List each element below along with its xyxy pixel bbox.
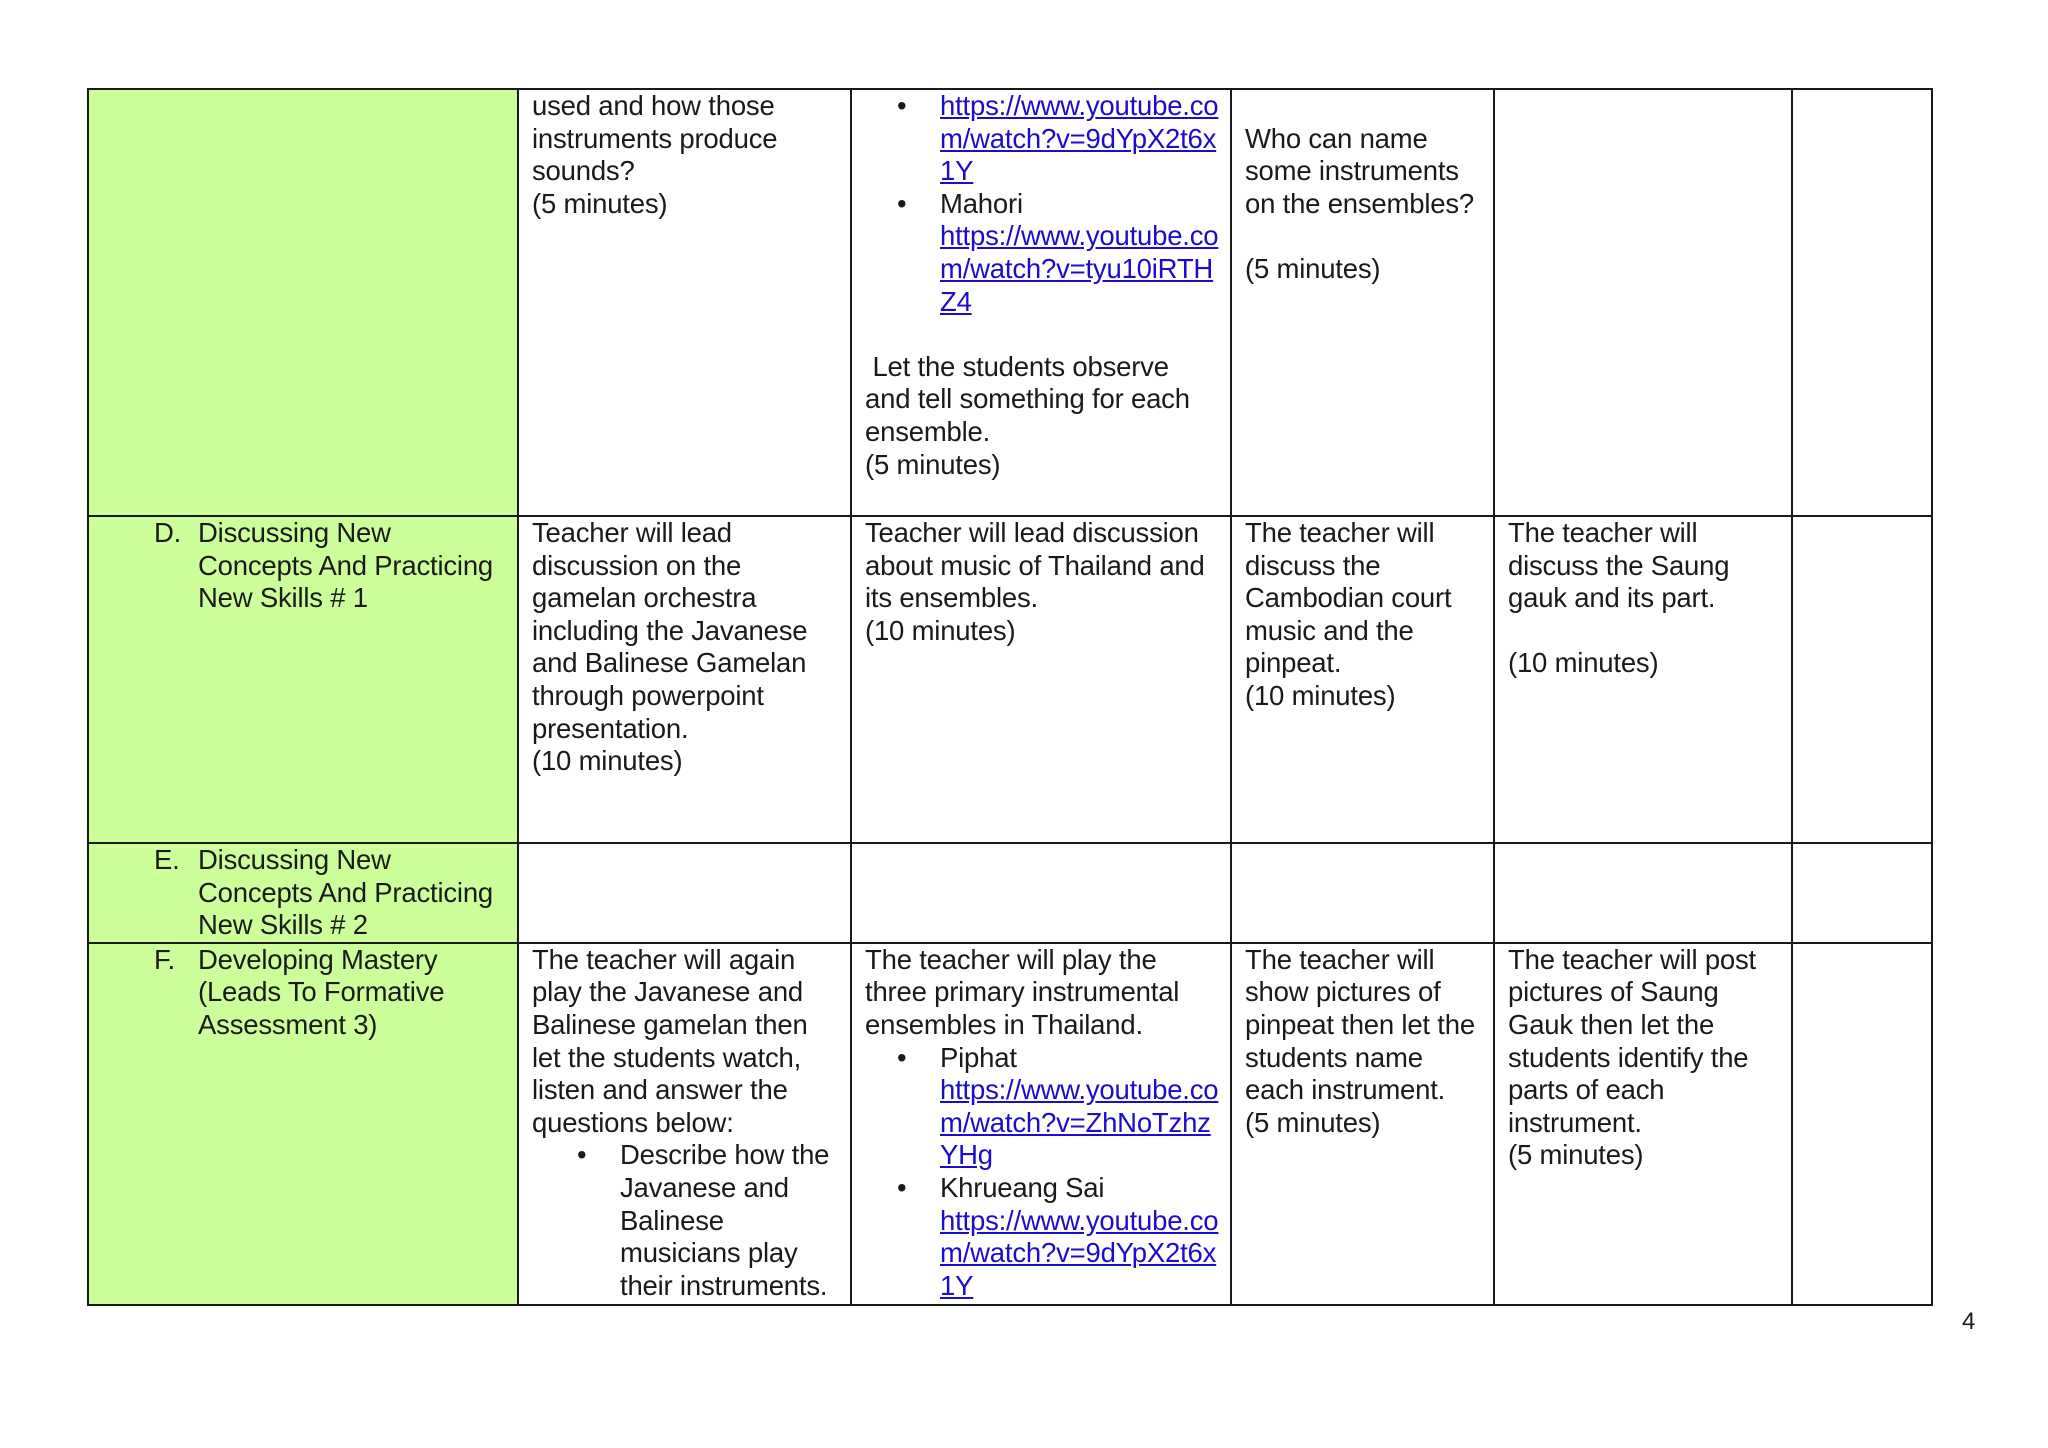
row-label: Discussing New Concepts And Practicing New Skills # 1 (198, 517, 494, 614)
list-item: • Describe how the Javanese and Balinese musicians play their instruments. (620, 1139, 840, 1302)
cell-day1 (518, 943, 851, 1305)
youtube-link[interactable]: https://www.youtube.com/watch?v=ZhNoTzhzYHg (940, 1074, 1219, 1171)
youtube-link[interactable]: • https://www.youtube.com/watch?v=9dYpX2t6x1Y (940, 90, 1219, 187)
cell-text: The teacher will again play the Javanese and Balinese gamelan then let the students watch, listen and answer the questions below: (532, 943, 808, 1138)
cell-day4 (1494, 943, 1792, 1305)
cell-day1 (518, 516, 851, 843)
cell-time: (10 minutes) (1508, 647, 1659, 679)
cell-day4 (1494, 843, 1792, 943)
cell-text: The teacher will show pictures of pinpeat then let the students name each instrument. (5 minutes) (1245, 943, 1475, 1138)
cell-remarks (1792, 89, 1932, 516)
table-row-f (88, 943, 1932, 1305)
cell-text: The teacher will discuss the Saung gauk and its part. (1508, 517, 1730, 614)
ensemble-list (865, 1042, 1220, 1303)
cell-day1 (518, 843, 851, 943)
cell-day2 (851, 843, 1231, 943)
row-letter: F. (154, 943, 175, 975)
list-item (940, 90, 1220, 188)
cell-remarks (1792, 843, 1932, 943)
row-letter: E. (154, 844, 180, 875)
row-label: Developing Mastery (Leads To Formative Assessment 3) (198, 943, 445, 1040)
cell-day3 (1231, 843, 1494, 943)
page-number: 4 (1962, 1308, 1976, 1335)
cell-day2 (851, 516, 1231, 843)
cell-remarks (1792, 943, 1932, 1305)
ensemble-list (865, 90, 1220, 318)
list-item (940, 1042, 1220, 1172)
list-item (940, 1172, 1220, 1302)
table-row-e (88, 843, 1932, 943)
cell-remarks (1792, 516, 1932, 843)
cell-day3 (1231, 943, 1494, 1305)
cell-text: Teacher will lead discussion about music of Thailand and its ensembles. (10 minutes) (865, 517, 1205, 646)
cell-text: used and how those instruments produce sounds? (5 minutes) (532, 90, 778, 219)
row-label-cell (88, 843, 518, 943)
lesson-plan-table (87, 88, 1933, 1306)
table-row-d (88, 516, 1932, 843)
cell-day3 (1231, 89, 1494, 516)
cell-day3 (1231, 516, 1494, 843)
youtube-link[interactable]: https://www.youtube.com/watch?v=9dYpX2t6x1Y (940, 1204, 1219, 1301)
cell-text: The teacher will post pictures of Saung Gauk then let the students identify the parts of each instrument. (5 minutes) (1508, 943, 1756, 1171)
list-item (940, 188, 1220, 318)
cell-time: (5 minutes) (1245, 252, 1381, 284)
question-list (532, 1139, 840, 1302)
cell-text: Teacher will lead discussion on the gamelan orchestra including the Javanese and Balinese Gamelan through powerpoint presentation. (10 minutes) (532, 517, 808, 777)
cell-day2 (851, 89, 1231, 516)
cell-day1 (518, 89, 851, 516)
cell-text: The teacher will discuss the Cambodian court music and the pinpeat. (10 minutes) (1245, 517, 1452, 711)
row-label-cell (88, 89, 518, 516)
cell-text: Let the students observe and tell something for each ensemble. (5 minutes) (865, 350, 1190, 480)
ensemble-name: Khrueang Sai (940, 1171, 1105, 1203)
row-label: Discussing New Concepts And Practicing New Skills # 2 (198, 844, 494, 941)
youtube-link[interactable]: https://www.youtube.com/watch?v=tyu10iRTHZ4 (940, 220, 1219, 317)
cell-question: Who can name some instruments on the ensembles? (1245, 122, 1474, 219)
cell-text: The teacher will play the three primary instrumental ensembles in Thailand. (865, 943, 1180, 1040)
ensemble-name: Mahori (940, 187, 1023, 219)
cell-day2 (851, 943, 1231, 1305)
row-label-cell (88, 516, 518, 843)
cell-day4 (1494, 516, 1792, 843)
table-row-continuation (88, 89, 1932, 516)
row-label-cell (88, 943, 518, 1305)
ensemble-name: Piphat (940, 1041, 1017, 1073)
cell-day4 (1494, 89, 1792, 516)
row-letter: D. (154, 517, 182, 548)
